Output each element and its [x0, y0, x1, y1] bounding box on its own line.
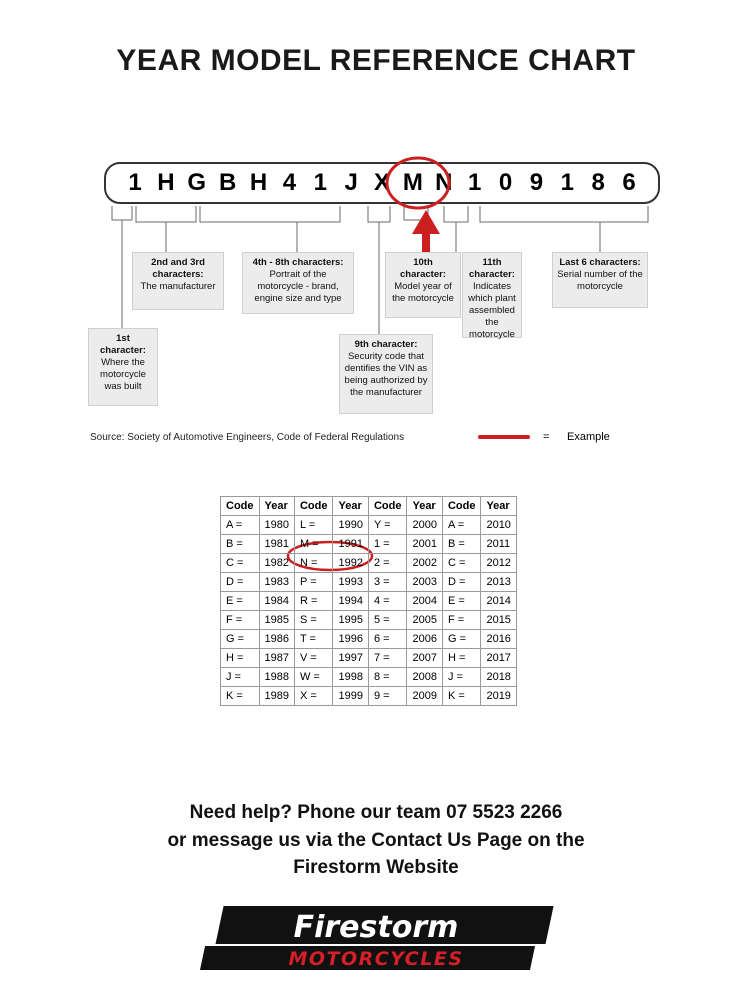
table-cell: N =	[294, 554, 333, 573]
table-cell: 2014	[481, 592, 516, 611]
vin-char: B	[218, 169, 237, 196]
table-cell: 2017	[481, 649, 516, 668]
firestorm-logo	[196, 904, 556, 976]
contact-footer	[0, 799, 752, 882]
vin-char: 1	[467, 169, 482, 196]
table-cell: C =	[442, 554, 481, 573]
table-cell: H =	[442, 649, 481, 668]
table-cell: 6 =	[368, 630, 407, 649]
callout-heading: 11th character:	[469, 257, 515, 281]
table-cell: 2007	[407, 649, 442, 668]
callout-body: Portrait of the motorcycle - brand, engine size and type	[254, 269, 342, 305]
table-cell: 1985	[259, 611, 294, 630]
legend-equals: =	[543, 431, 550, 443]
table-cell: 1990	[333, 516, 368, 535]
table-cell: 1988	[259, 668, 294, 687]
logo-word-top: Firestorm	[293, 910, 459, 945]
footer-line-1: Need help? Phone our team 07 5523 2266	[189, 802, 563, 823]
footer-line-3: Firestorm Website	[293, 857, 459, 879]
vin-char: 1	[128, 169, 142, 196]
table-row	[221, 611, 517, 630]
table-cell: H =	[221, 649, 260, 668]
table-cell: S =	[294, 611, 333, 630]
table-cell-highlighted: M =	[294, 535, 333, 554]
table-cell: W =	[294, 668, 333, 687]
table-row	[221, 516, 517, 535]
callout-body: Where the motorcycle was built	[100, 357, 146, 393]
table-cell: P =	[294, 573, 333, 592]
vin-char: 0	[498, 169, 513, 196]
table-cell: T =	[294, 630, 333, 649]
table-cell: 2015	[481, 611, 516, 630]
legend-example-label: Example	[567, 431, 610, 443]
callout-heading: 2nd and 3rd characters:	[151, 257, 205, 281]
table-cell: E =	[442, 592, 481, 611]
model-year-arrow	[412, 210, 440, 256]
table-row	[221, 573, 517, 592]
table-header-cell: Year	[259, 497, 294, 516]
callout-heading: 1st character:	[100, 333, 146, 357]
table-cell: 2005	[407, 611, 442, 630]
table-cell: E =	[221, 592, 260, 611]
table-cell: 1998	[333, 668, 368, 687]
table-cell: 1989	[259, 687, 294, 706]
table-cell: 5 =	[368, 611, 407, 630]
table-header-cell: Code	[221, 497, 260, 516]
callout-body: Model year of the motorcycle	[392, 281, 454, 305]
table-cell: 1994	[333, 592, 368, 611]
vin-char: N	[435, 169, 453, 196]
table-cell: R =	[294, 592, 333, 611]
table-header-cell: Year	[481, 497, 516, 516]
table-cell: 2006	[407, 630, 442, 649]
vin-char: J	[344, 169, 358, 196]
table-cell: 4 =	[368, 592, 407, 611]
table-cell: 1996	[333, 630, 368, 649]
table-cell: 2004	[407, 592, 442, 611]
callout-heading: Last 6 characters:	[559, 257, 641, 268]
table-cell: 2010	[481, 516, 516, 535]
table-cell: G =	[221, 630, 260, 649]
table-cell: 1995	[333, 611, 368, 630]
table-header-cell: Year	[333, 497, 368, 516]
table-cell: 1992	[333, 554, 368, 573]
table-cell: B =	[221, 535, 260, 554]
table-cell: 2019	[481, 687, 516, 706]
vin-char: X	[373, 169, 390, 196]
table-cell: 2016	[481, 630, 516, 649]
table-cell: 2012	[481, 554, 516, 573]
table-cell: 2008	[407, 668, 442, 687]
table-cell: 8 =	[368, 668, 407, 687]
vin-char-model-year: M	[402, 169, 423, 196]
vin-char: 4	[282, 169, 297, 196]
table-cell: 1999	[333, 687, 368, 706]
vin-char: G	[187, 169, 207, 196]
callout-body: The manufacturer	[140, 281, 216, 293]
callout-heading: 4th - 8th characters:	[252, 257, 344, 268]
table-cell: 2003	[407, 573, 442, 592]
page-title: YEAR MODEL REFERENCE CHART	[116, 44, 636, 77]
vin-char: H	[249, 169, 268, 196]
table-cell: 2000	[407, 516, 442, 535]
vin-char: 6	[622, 169, 636, 196]
callout-heading: 9th character:	[354, 339, 418, 350]
table-header-cell: Code	[294, 497, 333, 516]
table-cell: 1993	[333, 573, 368, 592]
table-cell: L =	[294, 516, 333, 535]
table-cell: 1986	[259, 630, 294, 649]
callout-body: Serial number of the motorcycle	[557, 269, 643, 293]
callout-body: Security code that dentifies the VIN as being authorized by the manufacturer	[344, 351, 428, 399]
vin-char: 1	[560, 169, 574, 196]
table-cell: F =	[221, 611, 260, 630]
table-row	[221, 554, 517, 573]
table-cell: 2009	[407, 687, 442, 706]
callout-body: Indicates which plant assembled the motorcycle	[468, 281, 516, 341]
table-row	[221, 687, 517, 706]
table-cell: 2 =	[368, 554, 407, 573]
table-cell: 3 =	[368, 573, 407, 592]
footer-line-2: or message us via the Contact Us Page on the	[167, 829, 585, 851]
table-cell: 1 =	[368, 535, 407, 554]
table-cell: 2011	[481, 535, 516, 554]
table-cell: D =	[442, 573, 481, 592]
callout-second-third-characters	[132, 252, 224, 310]
table-cell: 1982	[259, 554, 294, 573]
table-cell: K =	[442, 687, 481, 706]
table-cell: J =	[442, 668, 481, 687]
table-cell: 1980	[259, 516, 294, 535]
callout-last-six-characters	[552, 252, 648, 308]
table-row	[221, 668, 517, 687]
logo-word-bottom: MOTORCYCLES	[288, 948, 464, 970]
table-row	[221, 649, 517, 668]
table-cell: D =	[221, 573, 260, 592]
callout-ninth-character	[339, 334, 433, 414]
table-cell: 1983	[259, 573, 294, 592]
callout-fourth-eighth-characters	[242, 252, 354, 314]
callout-heading: 10th character:	[400, 257, 446, 281]
vin-char: 9	[529, 169, 544, 196]
table-cell: K =	[221, 687, 260, 706]
table-cell: 1981	[259, 535, 294, 554]
table-header-row	[221, 497, 517, 516]
table-header-cell: Year	[407, 497, 442, 516]
vin-box-border	[104, 162, 660, 204]
table-cell: 2018	[481, 668, 516, 687]
table-header-cell: Code	[368, 497, 407, 516]
vin-char: H	[157, 169, 175, 196]
table-cell: 2001	[407, 535, 442, 554]
year-code-table	[220, 496, 517, 706]
vin-number-box	[104, 162, 660, 204]
table-cell: A =	[442, 516, 481, 535]
table-cell: B =	[442, 535, 481, 554]
table-cell: 9 =	[368, 687, 407, 706]
vin-char: 8	[591, 169, 605, 196]
example-legend-line	[478, 435, 530, 439]
table-cell: G =	[442, 630, 481, 649]
vin-char: 1	[313, 169, 327, 196]
table-row	[221, 535, 517, 554]
table-cell: V =	[294, 649, 333, 668]
callout-first-character	[88, 328, 158, 406]
table-cell: 1997	[333, 649, 368, 668]
table-cell: 1987	[259, 649, 294, 668]
table-row	[221, 630, 517, 649]
table-header-cell: Code	[442, 497, 481, 516]
table-cell: 2002	[407, 554, 442, 573]
table-cell: A =	[221, 516, 260, 535]
table-cell: 2013	[481, 573, 516, 592]
table-cell: J =	[221, 668, 260, 687]
table-cell-highlighted: 1991	[333, 535, 368, 554]
table-row	[221, 592, 517, 611]
source-note: Source: Society of Automotive Engineers, Code of Federal Regulations	[90, 432, 405, 443]
table-cell: C =	[221, 554, 260, 573]
callout-tenth-character	[385, 252, 461, 318]
table-cell: F =	[442, 611, 481, 630]
table-cell: 7 =	[368, 649, 407, 668]
table-cell: 1984	[259, 592, 294, 611]
callout-eleventh-character	[462, 252, 522, 341]
table-cell: X =	[294, 687, 333, 706]
table-cell: Y =	[368, 516, 407, 535]
